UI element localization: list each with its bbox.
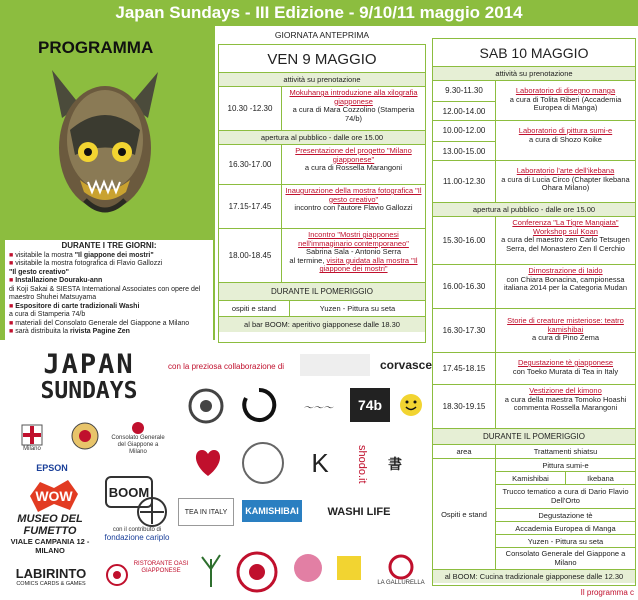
friday-day: VEN 9 MAGGIO <box>267 51 377 68</box>
mon-icon <box>136 496 168 528</box>
event-title[interactable]: Dimostrazione di Iaido <box>528 266 603 275</box>
cariplo-pre: con il contributo di <box>112 527 162 533</box>
durante-list <box>9 252 209 337</box>
stand-item: Ikebana <box>565 472 635 484</box>
pink-circle-icon <box>292 552 324 584</box>
kanji-logo: 書 <box>388 456 402 472</box>
event-title[interactable]: Conferenza "La Tigre Mangiata" Workshop sul Koan <box>512 218 619 236</box>
washi-life-logo: WASHI LIFE <box>327 506 391 518</box>
consolato-icon <box>131 421 145 435</box>
sundays-word: SUNDAYS <box>40 378 138 404</box>
lab-host: a cura di Tolita Riberi (Accademia Europea di Manga) <box>509 94 622 113</box>
event-time: 18.00-18.45 <box>228 251 272 260</box>
sat-boom: al BOOM: Cucina tradizionale giapponese dalle 12.30 <box>433 569 635 583</box>
event-title[interactable]: Degustazione tè giapponese <box>517 358 614 367</box>
area-label: area <box>456 447 472 456</box>
durante-item <box>9 286 209 303</box>
event-title-2[interactable]: visita guidata alla mostra "Il giappone dei mostri" <box>319 255 418 274</box>
accademia-manga-logo <box>232 548 282 596</box>
stand-item: Accademia Europea di Manga <box>496 521 635 534</box>
fri-pomeriggio: DURANTE IL POMERIGGIO <box>219 282 425 300</box>
ikebana-logo <box>194 548 228 590</box>
sat-event-row <box>433 352 635 384</box>
sat-lab-sumie <box>433 120 635 160</box>
anteprima-label: GIORNATA ANTEPRIMA <box>274 30 370 40</box>
event-desc <box>495 385 635 428</box>
smiley-icon <box>399 393 423 417</box>
stand-item: Consolato Generale del Giappone a Milano <box>496 547 635 569</box>
milano-logo <box>12 418 52 458</box>
bullet-square-icon: ■ <box>9 260 16 267</box>
sat-event-row <box>433 264 635 308</box>
enso-icon <box>240 386 278 424</box>
event-host: a cura di Rossella Marangoni <box>304 163 403 173</box>
durante-item <box>9 260 209 269</box>
stand-item: Trattamenti shiatsu <box>533 447 598 456</box>
heart-icon <box>188 442 228 482</box>
stand-item: Kamishibai <box>512 474 549 483</box>
giappone-logo <box>104 560 130 590</box>
lab-host: a cura di Shozo Koike <box>529 134 602 144</box>
friday-card <box>218 44 426 343</box>
durante-item-bold: Installazione Douraku-ann <box>15 277 103 284</box>
event-host: a cura di Pino Zema <box>531 333 600 343</box>
sat-band-prenotazione: attività su prenotazione <box>433 66 635 80</box>
confederazione-logo: K <box>311 447 329 478</box>
lab-title[interactable]: Laboratorio di disegno manga <box>515 86 616 95</box>
event-title[interactable]: Mokuhanga introduzione alla xilografia giapponese <box>289 88 418 106</box>
event-desc <box>281 145 425 184</box>
sat-event-row <box>433 216 635 264</box>
boom-logo: BOOM <box>105 476 153 508</box>
collab-text: con la preziosa collaborazione di <box>168 362 285 371</box>
event-time: 15.30-16.00 <box>442 236 486 245</box>
sat-pomeriggio: DURANTE IL POMERIGGIO <box>433 428 635 444</box>
durante-item <box>9 328 209 337</box>
sat-lab-manga <box>433 80 635 120</box>
bullet-square-icon: ■ <box>9 277 16 284</box>
mon-logo <box>134 494 170 530</box>
labirinto-logo <box>6 558 96 594</box>
durante-item <box>9 320 209 329</box>
event-host: a cura del maestro zen Carlo Tetsugen Serra, del Monastero Zen Il Cerchio <box>501 235 630 253</box>
stand-label: ospiti e stand <box>231 304 277 313</box>
event-host: a cura di Mara Cozzolino (Stamperia 74/b) <box>292 105 415 123</box>
event-time: 17.15-17.45 <box>228 202 272 211</box>
calligraphy-logo: 〜〜〜 <box>303 402 333 414</box>
saturday-day: SAB 10 MAGGIO <box>479 45 589 61</box>
event-title[interactable]: Vestizione del kimono <box>529 386 602 395</box>
event-title[interactable]: Incontro "Mostri giapponesi nell'immaginario contemporaneo" <box>298 230 409 248</box>
lab-desc <box>495 161 635 202</box>
event-host: con Chiara Bonacina, campionessa italiana 2014 per la Categoria Mudan <box>504 274 627 293</box>
cariplo-label: fondazione cariplo <box>104 533 170 542</box>
event-time: 16.30-17.30 <box>442 326 486 335</box>
durante-item-bold: Espositore di carte tradizionali Washi <box>15 302 140 310</box>
durante-item-text: visitabile la mostra fotografica di Flavio Gallozzi <box>15 260 163 267</box>
event-desc <box>495 265 635 308</box>
durante-item <box>9 252 209 261</box>
museo-fumetto-logo <box>2 513 98 555</box>
durante-item <box>9 311 209 320</box>
fri-event-row <box>219 184 425 228</box>
durante-item-bold: rivista Pagine Zen <box>70 328 130 335</box>
header-title: Japan Sundays - III Edizione - 9/10/11 maggio 2014 <box>0 0 638 26</box>
stand-item: Yuzen - Pittura su seta <box>496 534 635 547</box>
durante-item <box>9 277 209 286</box>
event-desc <box>495 217 635 264</box>
event-desc <box>495 353 635 384</box>
yellow-badge-logo <box>334 550 364 586</box>
labirinto-subtitle: COMICS CARDS & GAMES <box>16 580 86 587</box>
bullet-square-icon: ■ <box>9 319 16 327</box>
fri-event-row <box>219 86 425 130</box>
event-desc <box>281 185 425 228</box>
lab-time: 13.00-15.00 <box>433 141 495 160</box>
stand-item: Trucco tematico a cura di Dario Flavio Dell'Orto <box>496 484 635 508</box>
lab-time: 12.00-14.00 <box>433 101 495 120</box>
fri-boom: al bar BOOM: aperitivo giapponese dalle 18.30 <box>219 316 425 332</box>
smiley-logo <box>398 392 424 418</box>
gallurella-icon <box>388 554 414 580</box>
event-time: 10.30 -12.30 <box>227 104 273 113</box>
stand-item: Degustazione tè <box>496 508 635 521</box>
gallurella-label: LA GALLURELLA <box>377 579 425 586</box>
programma-title: PROGRAMMA <box>38 38 154 57</box>
durante-item-text: materiali del Consolato Generale del Giappone a Milano <box>15 319 190 327</box>
event-host: Sabrina Sala - Antonio Serra <box>305 247 402 257</box>
event-time: 16.00-16.30 <box>442 282 486 291</box>
fri-band-apertura: apertura al pubblico - dalle ore 15.00 <box>219 130 425 144</box>
durante-tre-giorni-box <box>5 240 213 340</box>
bullet-square-icon: ■ <box>9 302 16 310</box>
event-host: incontro con l'autore Flavio Gallozzi <box>294 203 413 213</box>
lab-desc <box>495 81 635 120</box>
event-title[interactable]: Presentazione del progetto "Milano giapponese" <box>295 146 412 164</box>
saturday-card <box>432 38 636 586</box>
event-title[interactable]: Inaugurazione della mostra fotografica "Il gesto creativo" <box>285 186 422 204</box>
durante-item-bold: "Il giappone dei mostri" <box>74 251 154 259</box>
lab-time: 9.30-11.30 <box>445 86 483 95</box>
tea-in-italy-logo: TEA IN ITALY <box>178 498 234 526</box>
fri-band-prenotazione: attività su prenotazione <box>219 72 425 86</box>
milano-label: Milano <box>23 445 41 452</box>
ring-icon <box>240 440 286 486</box>
sat-event-row <box>433 384 635 428</box>
sat-stand-table <box>433 444 635 569</box>
lab-desc <box>495 121 635 160</box>
wow-label: WOW <box>35 488 73 504</box>
durante-item-text: di Koji Sakai & SIESTA International Associates con opere del maestro Shuhei Matsuyama <box>9 285 201 301</box>
lab-title[interactable]: Laboratorio l'arte dell'ikebana <box>516 166 615 175</box>
circle-emblem-icon <box>188 388 224 424</box>
durante-item <box>9 303 209 312</box>
japan-sundays-logo <box>14 346 164 408</box>
event-time: 16.30-17.00 <box>228 160 272 169</box>
programma-continua-link[interactable]: Il programma c <box>580 588 634 597</box>
kamishibai-logo: KAMISHIBAI <box>242 500 302 522</box>
event-title[interactable]: Storie di creature misteriose: teatro kamishibai <box>507 316 624 334</box>
corvasce-logo: corvasce <box>379 358 433 372</box>
emblem-icon <box>70 421 100 451</box>
museo-address: VIALE CAMPANIA 12 - MILANO <box>10 537 90 555</box>
event-desc <box>495 309 635 352</box>
emblem-logo <box>68 418 102 454</box>
circle-emblem-logo <box>186 386 226 426</box>
durante-item-bold: "Il gesto creativo" <box>9 268 69 276</box>
consolato-logo <box>108 420 168 456</box>
event-desc <box>281 87 425 130</box>
love-logo <box>186 442 230 482</box>
archivio-logo <box>238 438 288 488</box>
sat-lab-ikebana <box>433 160 635 202</box>
event-time: 17.45-18.15 <box>442 364 486 373</box>
flower-icon <box>105 563 129 587</box>
fri-stand-row <box>219 300 425 316</box>
sponsor-logos <box>0 340 436 600</box>
shodo-logo: shodo.it <box>356 444 368 484</box>
durante-item-text: a cura di Stamperia 74/b <box>9 311 86 318</box>
fri-event-row <box>219 228 425 282</box>
ospiti-label: Ospiti e stand <box>433 458 495 569</box>
la-gallurella-logo <box>370 550 432 590</box>
japan-word: JAPAN <box>43 349 135 380</box>
stand-item: Pittura sumi-e <box>496 458 635 471</box>
lab-title[interactable]: Laboratorio di pittura sumi-e <box>518 126 613 135</box>
event-note: al termine, <box>289 255 327 265</box>
wow-logo <box>26 478 82 514</box>
durante-title: DURANTE I TRE GIORNI: <box>61 241 157 250</box>
event-host: con Toeko Murata di Tea in Italy <box>512 366 619 376</box>
stamperia-74b-logo: 74b <box>350 388 390 422</box>
epson-logo: EPSON <box>36 463 68 473</box>
milano-crest-icon <box>21 424 43 446</box>
museo-immagine-logo <box>300 354 370 376</box>
consolato-label: Consolato Generale del Giappone a Milano <box>111 434 165 455</box>
accademia-ring-icon <box>234 549 280 595</box>
enso-logo <box>238 384 280 426</box>
sat-event-row <box>433 308 635 352</box>
lab-time: 10.00-12.00 <box>442 126 486 135</box>
durante-item-text: visitabile la mostra <box>15 251 75 259</box>
durante-item-text: sarà distribuita la <box>15 328 71 335</box>
ristorante-label: RISTORANTE OASI GIAPPONESE <box>133 561 189 574</box>
yellow-badge-icon <box>336 555 362 581</box>
fri-event-row <box>219 144 425 184</box>
event-time: 18.30-19.15 <box>442 402 486 411</box>
lab-host: a cura di Lucia Circo (Chapter Ikebana Ohara Milano) <box>501 174 630 193</box>
sat-band-apertura: apertura al pubblico - dalle ore 15.00 <box>433 202 635 216</box>
lab-time: 11.00-12.30 <box>442 177 486 186</box>
ristorante-logo <box>132 550 190 586</box>
event-desc <box>281 229 425 282</box>
labirinto-title: LABIRINTO <box>15 565 87 581</box>
circle-pink-logo <box>290 550 326 586</box>
museo-title: MUSEO DEL FUMETTO <box>17 513 83 537</box>
stand-yuzen: Yuzen - Pittura su seta <box>289 301 425 316</box>
durante-item <box>9 269 209 278</box>
event-host: a cura della maestra Tomoko Hoashi commenta Rossella Marangoni <box>504 394 627 413</box>
ikebana-icon <box>196 549 226 589</box>
bullet-square-icon: ■ <box>9 251 16 259</box>
bullet-square-icon: ■ <box>9 328 16 335</box>
oni-mask-illustration <box>50 60 160 228</box>
